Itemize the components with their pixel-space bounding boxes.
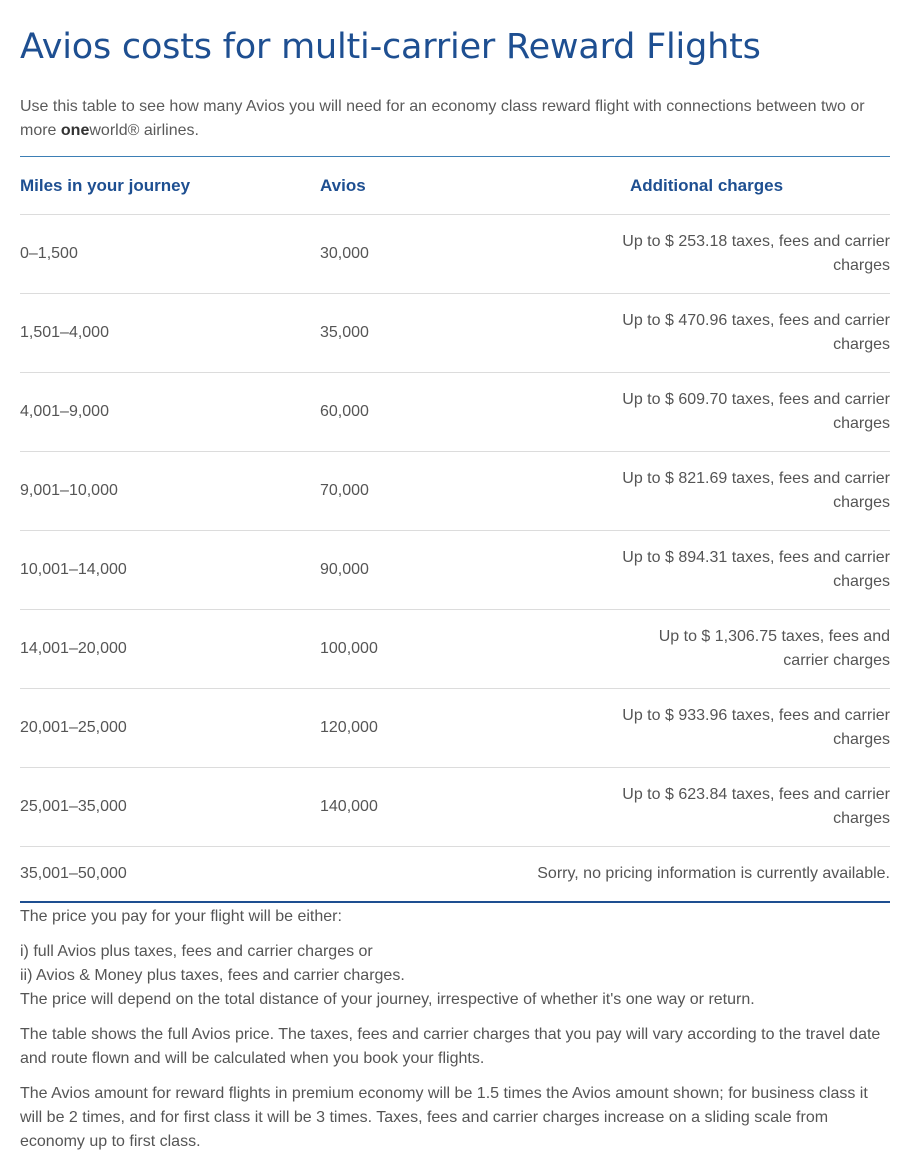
row-avios: 35,000 (320, 294, 610, 373)
row-charges: Up to $ 894.31 taxes, fees and carrier charges (610, 531, 890, 610)
row-charges: Up to $ 609.70 taxes, fees and carrier charges (610, 373, 890, 452)
intro-text-after: world® airlines. (89, 122, 199, 139)
price-option-avios-money: ii) Avios & Money plus taxes, fees and carrier charges. (20, 967, 405, 984)
table-row (20, 531, 890, 610)
table-header-row (20, 157, 890, 215)
row-charges: Up to $ 253.18 taxes, fees and carrier charges (610, 215, 890, 294)
row-charges: Up to $ 933.96 taxes, fees and carrier charges (610, 689, 890, 768)
price-distance-note: The price will depend on the total distance of your journey, irrespective of whether it's one way or return. (20, 991, 755, 1008)
row-avios: 90,000 (320, 531, 610, 610)
oneworld-brand: one (60, 122, 90, 139)
cabin-multiplier-note: The Avios amount for reward flights in premium economy will be 1.5 times the Avios amount shown; for business class it will be 2 times, and for first class it will be 3 times. Taxes, fees and carrier charges increase on a sliding scale from economy up to first class. (20, 1085, 868, 1150)
header-avios: Avios (320, 157, 610, 215)
table-row (20, 452, 890, 531)
table-row (20, 768, 890, 847)
row-miles: 25,001–35,000 (20, 768, 320, 847)
row-avios: 30,000 (320, 215, 610, 294)
row-avios: 100,000 (320, 610, 610, 689)
table-row (20, 610, 890, 689)
row-avios: 120,000 (320, 689, 610, 768)
table-row (20, 373, 890, 452)
table-row-no-pricing (20, 847, 890, 903)
table-row (20, 294, 890, 373)
row-avios: 60,000 (320, 373, 610, 452)
price-option-full-avios: i) full Avios plus taxes, fees and carrier charges or (20, 943, 373, 960)
row-charges: Up to $ 1,306.75 taxes, fees and carrier charges (610, 610, 890, 689)
row-miles: 10,001–14,000 (20, 531, 320, 610)
header-miles: Miles in your journey (20, 157, 320, 215)
row-avios: 70,000 (320, 452, 610, 531)
row-miles: 4,001–9,000 (20, 373, 320, 452)
table-row (20, 215, 890, 294)
header-additional-charges: Additional charges (610, 157, 890, 215)
row-miles: 1,501–4,000 (20, 294, 320, 373)
avios-cost-table (20, 157, 890, 903)
row-miles: 0–1,500 (20, 215, 320, 294)
row-miles: 20,001–25,000 (20, 689, 320, 768)
table-row (20, 689, 890, 768)
row-miles: 9,001–10,000 (20, 452, 320, 531)
row-avios: 140,000 (320, 768, 610, 847)
full-avios-price-note: The table shows the full Avios price. The taxes, fees and carrier charges that you pay will vary according to the travel date and route flown and will be calculated when you book your flights. (20, 1026, 881, 1067)
intro-text-before: Use this table to see how many Avios you will need for an economy class reward flight with connections between two or more (20, 98, 865, 139)
page-title: Avios costs for multi-carrier Reward Flights (20, 27, 761, 67)
row-miles: 14,001–20,000 (20, 610, 320, 689)
intro-text (20, 95, 890, 143)
price-options-intro: The price you pay for your flight will be either: (20, 908, 342, 925)
row-charges: Up to $ 470.96 taxes, fees and carrier charges (610, 294, 890, 373)
row-miles: 35,001–50,000 (20, 847, 320, 903)
pricing-notes (20, 905, 890, 1154)
row-charges: Up to $ 821.69 taxes, fees and carrier charges (610, 452, 890, 531)
row-charges: Up to $ 623.84 taxes, fees and carrier charges (610, 768, 890, 847)
no-pricing-message: Sorry, no pricing information is currently available. (320, 847, 890, 903)
